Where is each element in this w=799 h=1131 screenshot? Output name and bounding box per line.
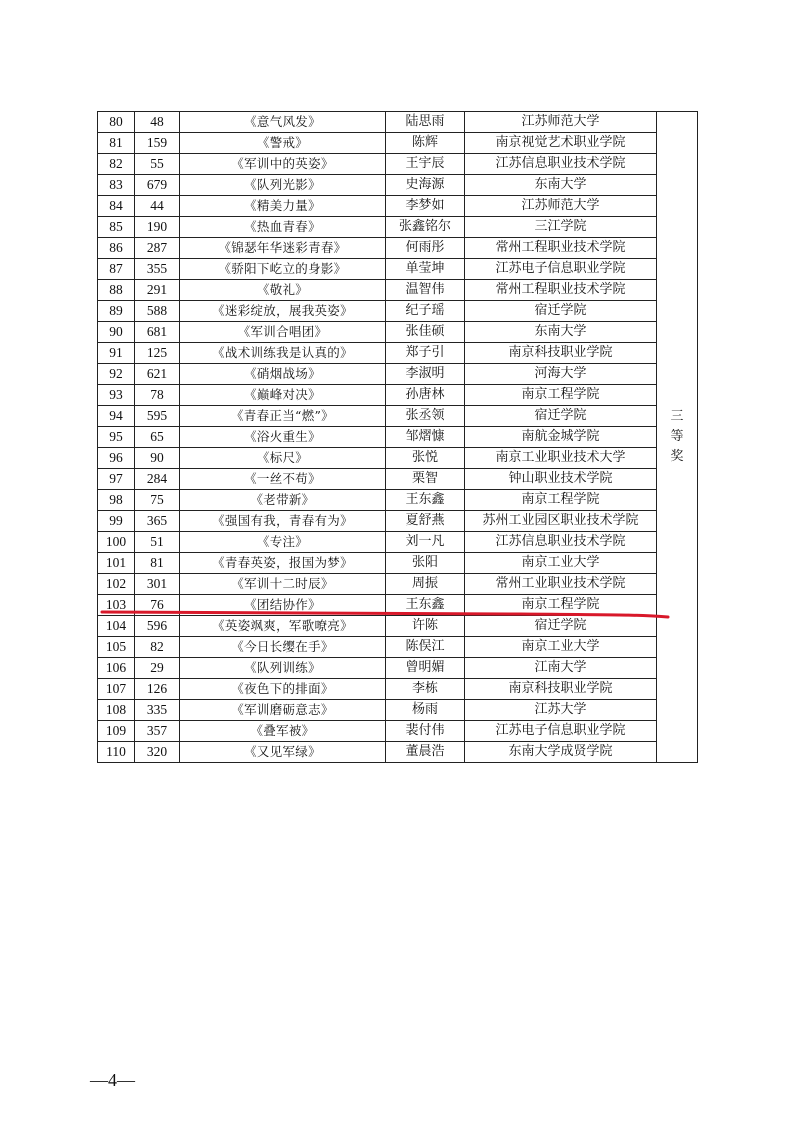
- work-title-cell: 《青春正当“燃”》: [180, 406, 386, 427]
- work-id-cell: 159: [135, 133, 180, 154]
- school-cell: 常州工业职业技术学院: [465, 574, 657, 595]
- work-id-cell: 75: [135, 490, 180, 511]
- seq-cell: 83: [98, 175, 135, 196]
- school-cell: 宿迁学院: [465, 616, 657, 637]
- work-id-cell: 126: [135, 679, 180, 700]
- work-title-cell: 《青春英姿，报国为梦》: [180, 553, 386, 574]
- school-cell: 苏州工业园区职业技术学院: [465, 511, 657, 532]
- seq-cell: 89: [98, 301, 135, 322]
- work-title-cell: 《迷彩绽放，展我英姿》: [180, 301, 386, 322]
- work-title-cell: 《巅峰对决》: [180, 385, 386, 406]
- author-name-cell: 王东鑫: [386, 490, 465, 511]
- author-name-cell: 单莹坤: [386, 259, 465, 280]
- table-row: [98, 259, 698, 280]
- award-level-char: 奖: [670, 449, 684, 464]
- school-cell: 南京工业大学: [465, 637, 657, 658]
- table-row: [98, 574, 698, 595]
- author-name-cell: 张阳: [386, 553, 465, 574]
- table-row: [98, 448, 698, 469]
- work-id-cell: 596: [135, 616, 180, 637]
- seq-cell: 90: [98, 322, 135, 343]
- school-cell: 江苏电子信息职业学院: [465, 721, 657, 742]
- work-id-cell: 287: [135, 238, 180, 259]
- page-number: —4—: [90, 1070, 135, 1090]
- work-title-cell: 《英姿飒爽，军歌嘹亮》: [180, 616, 386, 637]
- award-level-char: 三: [670, 409, 684, 424]
- school-cell: 南京工程学院: [465, 385, 657, 406]
- author-name-cell: 郑子引: [386, 343, 465, 364]
- table-row: [98, 679, 698, 700]
- work-id-cell: 76: [135, 595, 180, 616]
- table-row: [98, 532, 698, 553]
- seq-cell: 107: [98, 679, 135, 700]
- table-row: [98, 469, 698, 490]
- work-title-cell: 《精美力量》: [180, 196, 386, 217]
- work-id-cell: 681: [135, 322, 180, 343]
- seq-cell: 80: [98, 112, 135, 133]
- work-id-cell: 335: [135, 700, 180, 721]
- work-title-cell: 《意气风发》: [180, 112, 386, 133]
- author-name-cell: 刘一凡: [386, 532, 465, 553]
- seq-cell: 96: [98, 448, 135, 469]
- author-name-cell: 杨雨: [386, 700, 465, 721]
- seq-cell: 95: [98, 427, 135, 448]
- school-cell: 江苏大学: [465, 700, 657, 721]
- author-name-cell: 夏舒燕: [386, 511, 465, 532]
- school-cell: 南京工程学院: [465, 595, 657, 616]
- author-name-cell: 陈俣江: [386, 637, 465, 658]
- work-id-cell: 588: [135, 301, 180, 322]
- author-name-cell: 陆思雨: [386, 112, 465, 133]
- seq-cell: 85: [98, 217, 135, 238]
- work-id-cell: 65: [135, 427, 180, 448]
- school-cell: 宿迁学院: [465, 406, 657, 427]
- awards-table: [97, 111, 698, 763]
- seq-cell: 99: [98, 511, 135, 532]
- work-title-cell: 《警戒》: [180, 133, 386, 154]
- work-id-cell: 355: [135, 259, 180, 280]
- seq-cell: 104: [98, 616, 135, 637]
- work-title-cell: 《队列训练》: [180, 658, 386, 679]
- seq-cell: 92: [98, 364, 135, 385]
- table-row: [98, 553, 698, 574]
- table-row: [98, 238, 698, 259]
- table-row: [98, 196, 698, 217]
- work-title-cell: 《强国有我，青春有为》: [180, 511, 386, 532]
- seq-cell: 101: [98, 553, 135, 574]
- table-row: [98, 112, 698, 133]
- author-name-cell: 张悦: [386, 448, 465, 469]
- school-cell: 南京工程学院: [465, 490, 657, 511]
- author-name-cell: 何雨彤: [386, 238, 465, 259]
- school-cell: 三江学院: [465, 217, 657, 238]
- table-row: [98, 637, 698, 658]
- school-cell: 常州工程职业技术学院: [465, 238, 657, 259]
- work-id-cell: 81: [135, 553, 180, 574]
- table-row: [98, 511, 698, 532]
- work-title-cell: 《专注》: [180, 532, 386, 553]
- work-title-cell: 《锦瑟年华迷彩青春》: [180, 238, 386, 259]
- author-name-cell: 董晨浩: [386, 742, 465, 763]
- school-cell: 南京工业职业技术大学: [465, 448, 657, 469]
- school-cell: 河海大学: [465, 364, 657, 385]
- table-row: [98, 595, 698, 616]
- work-title-cell: 《骄阳下屹立的身影》: [180, 259, 386, 280]
- table-row: [98, 616, 698, 637]
- work-id-cell: 55: [135, 154, 180, 175]
- work-title-cell: 《军训中的英姿》: [180, 154, 386, 175]
- school-cell: 南航金城学院: [465, 427, 657, 448]
- work-title-cell: 《军训十二时辰》: [180, 574, 386, 595]
- work-title-cell: 《硝烟战场》: [180, 364, 386, 385]
- school-cell: 江苏师范大学: [465, 196, 657, 217]
- work-title-cell: 《标尺》: [180, 448, 386, 469]
- author-name-cell: 张丞领: [386, 406, 465, 427]
- school-cell: 常州工程职业技术学院: [465, 280, 657, 301]
- author-name-cell: 邹熠慷: [386, 427, 465, 448]
- seq-cell: 88: [98, 280, 135, 301]
- school-cell: 宿迁学院: [465, 301, 657, 322]
- work-title-cell: 《一丝不苟》: [180, 469, 386, 490]
- author-name-cell: 王宇辰: [386, 154, 465, 175]
- work-id-cell: 78: [135, 385, 180, 406]
- table-row: [98, 427, 698, 448]
- work-id-cell: 291: [135, 280, 180, 301]
- table-row: [98, 742, 698, 763]
- seq-cell: 93: [98, 385, 135, 406]
- table-row: [98, 301, 698, 322]
- work-id-cell: 44: [135, 196, 180, 217]
- seq-cell: 105: [98, 637, 135, 658]
- school-cell: 江苏信息职业技术学院: [465, 532, 657, 553]
- seq-cell: 86: [98, 238, 135, 259]
- table-row: [98, 217, 698, 238]
- school-cell: 南京工业大学: [465, 553, 657, 574]
- table-row: [98, 133, 698, 154]
- author-name-cell: 曾明媚: [386, 658, 465, 679]
- work-title-cell: 《夜色下的排面》: [180, 679, 386, 700]
- work-title-cell: 《战术训练我是认真的》: [180, 343, 386, 364]
- author-name-cell: 周振: [386, 574, 465, 595]
- school-cell: 东南大学: [465, 175, 657, 196]
- seq-cell: 109: [98, 721, 135, 742]
- award-level-cell: [657, 112, 698, 763]
- award-level-label: [670, 407, 684, 467]
- work-title-cell: 《热血青春》: [180, 217, 386, 238]
- work-id-cell: 90: [135, 448, 180, 469]
- author-name-cell: 史海源: [386, 175, 465, 196]
- table-row: [98, 175, 698, 196]
- work-id-cell: 301: [135, 574, 180, 595]
- author-name-cell: 纪子瑶: [386, 301, 465, 322]
- work-title-cell: 《队列光影》: [180, 175, 386, 196]
- work-id-cell: 190: [135, 217, 180, 238]
- table-row: [98, 343, 698, 364]
- work-id-cell: 357: [135, 721, 180, 742]
- seq-cell: 94: [98, 406, 135, 427]
- school-cell: 江苏师范大学: [465, 112, 657, 133]
- work-id-cell: 48: [135, 112, 180, 133]
- school-cell: 江苏信息职业技术学院: [465, 154, 657, 175]
- award-level-char: 等: [670, 429, 684, 444]
- work-title-cell: 《敬礼》: [180, 280, 386, 301]
- work-title-cell: 《团结协作》: [180, 595, 386, 616]
- author-name-cell: 李梦如: [386, 196, 465, 217]
- work-title-cell: 《又见军绿》: [180, 742, 386, 763]
- table-row: [98, 385, 698, 406]
- work-title-cell: 《浴火重生》: [180, 427, 386, 448]
- seq-cell: 110: [98, 742, 135, 763]
- work-id-cell: 82: [135, 637, 180, 658]
- seq-cell: 100: [98, 532, 135, 553]
- author-name-cell: 王东鑫: [386, 595, 465, 616]
- work-id-cell: 51: [135, 532, 180, 553]
- school-cell: 南京科技职业学院: [465, 679, 657, 700]
- work-title-cell: 《叠军被》: [180, 721, 386, 742]
- seq-cell: 91: [98, 343, 135, 364]
- school-cell: 江南大学: [465, 658, 657, 679]
- school-cell: 江苏电子信息职业学院: [465, 259, 657, 280]
- school-cell: 东南大学成贤学院: [465, 742, 657, 763]
- seq-cell: 102: [98, 574, 135, 595]
- school-cell: 东南大学: [465, 322, 657, 343]
- table-row: [98, 658, 698, 679]
- seq-cell: 87: [98, 259, 135, 280]
- work-id-cell: 621: [135, 364, 180, 385]
- work-id-cell: 320: [135, 742, 180, 763]
- author-name-cell: 李淑明: [386, 364, 465, 385]
- seq-cell: 81: [98, 133, 135, 154]
- table-row: [98, 490, 698, 511]
- seq-cell: 108: [98, 700, 135, 721]
- author-name-cell: 裴付伟: [386, 721, 465, 742]
- awards-table-body: [98, 112, 698, 763]
- seq-cell: 98: [98, 490, 135, 511]
- table-row: [98, 154, 698, 175]
- work-title-cell: 《军训合唱团》: [180, 322, 386, 343]
- work-id-cell: 679: [135, 175, 180, 196]
- table-row: [98, 406, 698, 427]
- work-id-cell: 125: [135, 343, 180, 364]
- work-id-cell: 284: [135, 469, 180, 490]
- table-row: [98, 700, 698, 721]
- author-name-cell: 陈辉: [386, 133, 465, 154]
- school-cell: 南京科技职业学院: [465, 343, 657, 364]
- author-name-cell: 张鑫铭尔: [386, 217, 465, 238]
- work-title-cell: 《军训磨砺意志》: [180, 700, 386, 721]
- seq-cell: 97: [98, 469, 135, 490]
- seq-cell: 106: [98, 658, 135, 679]
- seq-cell: 103: [98, 595, 135, 616]
- author-name-cell: 栗智: [386, 469, 465, 490]
- author-name-cell: 孙唐林: [386, 385, 465, 406]
- work-title-cell: 《老带新》: [180, 490, 386, 511]
- school-cell: 南京视觉艺术职业学院: [465, 133, 657, 154]
- table-row: [98, 322, 698, 343]
- work-title-cell: 《今日长缨在手》: [180, 637, 386, 658]
- table-row: [98, 280, 698, 301]
- table-row: [98, 364, 698, 385]
- author-name-cell: 许陈: [386, 616, 465, 637]
- school-cell: 钟山职业技术学院: [465, 469, 657, 490]
- work-id-cell: 595: [135, 406, 180, 427]
- author-name-cell: 李栋: [386, 679, 465, 700]
- seq-cell: 84: [98, 196, 135, 217]
- table-row: [98, 721, 698, 742]
- seq-cell: 82: [98, 154, 135, 175]
- author-name-cell: 张佳硕: [386, 322, 465, 343]
- author-name-cell: 温智伟: [386, 280, 465, 301]
- work-id-cell: 29: [135, 658, 180, 679]
- work-id-cell: 365: [135, 511, 180, 532]
